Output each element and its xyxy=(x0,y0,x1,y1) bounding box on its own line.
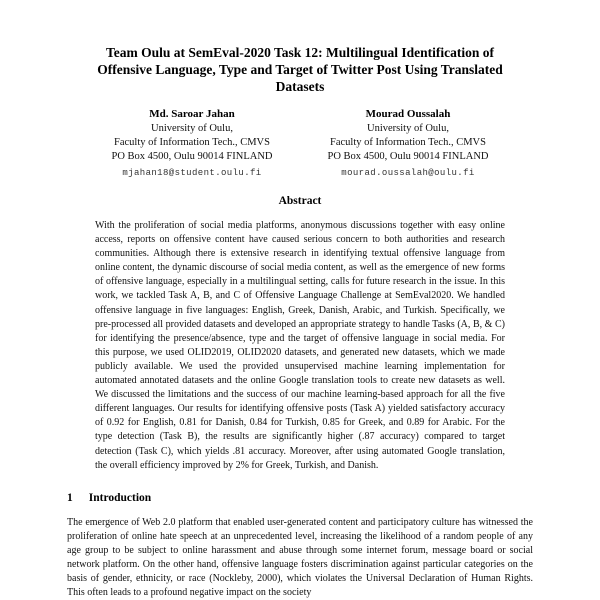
author-affiliation-line: PO Box 4500, Oulu 90014 FINLAND xyxy=(111,151,273,162)
section-title: Introduction xyxy=(88,491,152,504)
section-number: 1 xyxy=(67,491,73,504)
author-block-2 xyxy=(300,107,516,180)
section-heading-introduction xyxy=(67,491,533,506)
author-name: Mourad Oussalah xyxy=(365,108,451,120)
introduction-paragraph: The emergence of Web 2.0 platform that enabled user-generated content and participatory culture has witnessed the proliferation of online hate speech at an unprecedented level, increasing the likelihood of a random people of any age group to be subject to online harassment and abuse through some internet forum, message board or social network platform. On the other hand, offensive language fosters discrimination against particular categories on the basis of gender, ethnicity, or race (Nockleby, 2000), which violates the Universal Declaration of Human Rights. This often leads to a profound negative impact on the society xyxy=(67,516,533,599)
author-affiliation-line: Faculty of Information Tech., CMVS xyxy=(114,137,270,148)
paper-title: Team Oulu at SemEval-2020 Task 12: Multilingual Identification of Offensive Language, Type and Target of Twitter Post Using Translated Datasets xyxy=(97,45,503,94)
author-block-1 xyxy=(84,107,300,180)
author-affiliation-line: PO Box 4500, Oulu 90014 FINLAND xyxy=(327,151,489,162)
author-affiliation-line: University of Oulu, xyxy=(367,123,449,134)
author-name: Md. Saroar Jahan xyxy=(149,108,235,120)
abstract-text: With the proliferation of social media platforms, anonymous discussions together with easy online access, reports on offensive content have caused serious concern to both authorities and research communities. Although there is extensive research in identifying textual offensive language from online content, the dynamic discourse of social media content, as well as the emergence of new forms of offensive language, especially in a multilingual setting, calls for future research in the issue. In this work, we tackled Task A, B, and C of Offensive Language Challenge at SemEval2020. We handled offensive language in five languages: English, Greek, Danish, Arabic, and Turkish. Specifically, we pre-processed all provided datasets and developed an appropriate strategy to handle Tasks (A, B, & C) for identifying the presence/absence, type and the target of offensive language in social media. For this purpose, we used OLID2019, OLID2020 datasets, and generated new datasets, which we made publicly available. We used the provided unsupervised machine learning implementation for automated annotated datasets and the online Google translation tools to create new datasets as well. We discussed the limitations and the success of our machine learning-based approach for all the five different languages. Our results for identifying offensive posts (Task A) yielded satisfactory accuracy of 0.92 for English, 0.81 for Danish, 0.84 for Turkish, 0.85 for Greek, and 0.89 for Arabic. For the type detection (Task B), the results are significantly higher (.87 accuracy) compared to target detection (Task C), which yields .81 accuracy. Moreover, after using automated Google translation, the overall efficiency improved by 2% for Greek, Turkish, and Danish. xyxy=(95,220,505,471)
authors-row xyxy=(0,107,600,180)
author-affiliation-line: Faculty of Information Tech., CMVS xyxy=(330,137,486,148)
author-affiliation-line: University of Oulu, xyxy=(151,123,233,134)
author-email: mourad.oussalah@oulu.fi xyxy=(341,168,475,178)
author-email: mjahan18@student.oulu.fi xyxy=(122,168,262,178)
abstract-heading: Abstract xyxy=(278,195,322,207)
